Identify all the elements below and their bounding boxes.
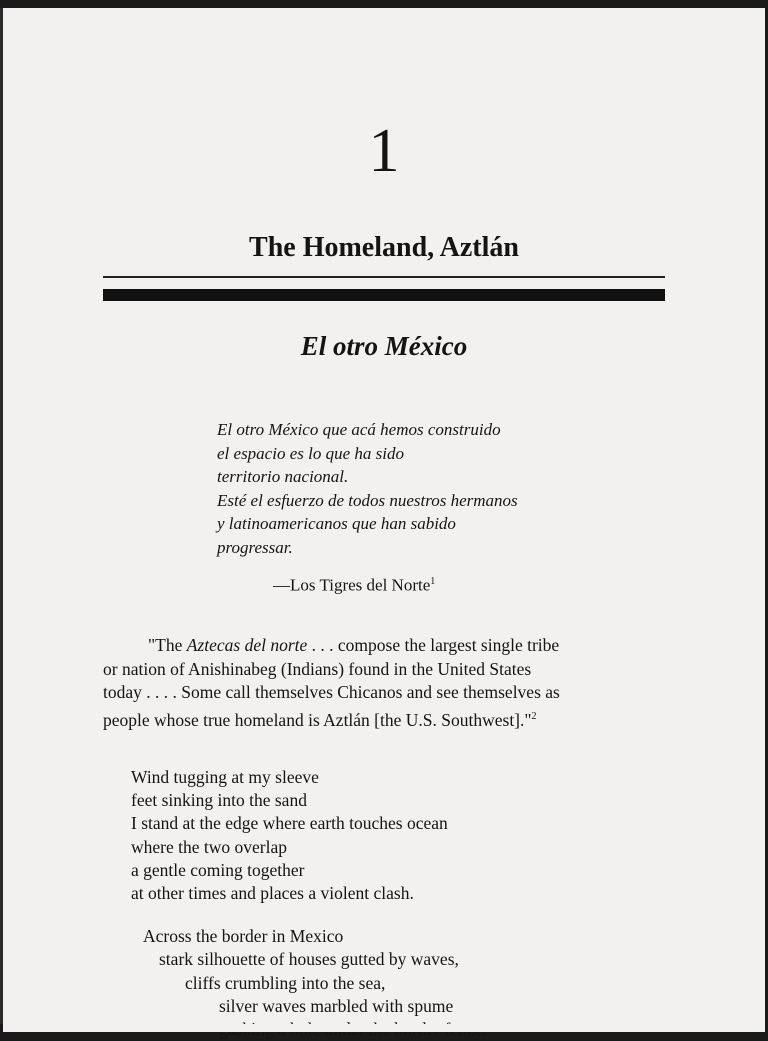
thick-divider-rule xyxy=(103,289,665,301)
poem-line: feet sinking into the sand xyxy=(131,790,307,811)
paragraph-line xyxy=(103,705,673,732)
poem-line: at other times and places a violent clash. xyxy=(131,883,414,904)
epigraph-line: progressar. xyxy=(217,537,293,557)
book-page xyxy=(0,8,765,1024)
chapter-number: 1 xyxy=(368,117,400,185)
epigraph-line: y latinoamericanos que han sabido xyxy=(217,514,456,533)
poem-line: Wind tugging at my sleeve xyxy=(131,767,319,787)
section-title: El otro México xyxy=(300,331,468,361)
poem-line: silver waves marbled with spume xyxy=(219,995,454,1016)
epigraph-line: El otro México que acá hemos construido xyxy=(217,420,501,439)
stanza-break xyxy=(131,905,691,925)
page-crop-edge xyxy=(3,1024,765,1032)
paragraph-line: today . . . . Some call themselves Chicanos and see themselves as xyxy=(103,682,560,702)
poem-line: cliffs crumbling into the sea, xyxy=(185,972,386,993)
poem-line: Across the border in Mexico xyxy=(143,926,344,947)
poem-line: where the two overlap xyxy=(131,836,287,857)
paragraph-line xyxy=(103,634,673,658)
epigraph-line: Esté el esfuerzo de todos nuestros hermanos xyxy=(217,490,518,510)
epigraph xyxy=(217,418,687,559)
quoted-paragraph xyxy=(103,634,673,732)
quote-open: "The xyxy=(148,635,187,655)
epigraph-line: el espacio es lo que ha sido xyxy=(217,443,404,463)
poem xyxy=(131,766,691,1041)
paragraph-line: or nation of Anishinabeg (Indians) found in the United States xyxy=(103,658,532,679)
poem-line: a gentle coming together xyxy=(131,859,305,880)
quote-line1-rest: . . . compose the largest single tribe xyxy=(307,635,560,655)
quote-line4: people whose true homeland is Aztlán [the U.S. Southwest]." xyxy=(103,709,532,730)
epigraph-line: territorio nacional. xyxy=(217,467,349,486)
footnote-marker: 1 xyxy=(430,576,436,587)
footnote-marker: 2 xyxy=(531,710,537,722)
epigraph-attribution xyxy=(273,570,435,598)
chapter-title: The Homeland, Aztlán xyxy=(249,232,519,263)
thin-divider-rule xyxy=(103,276,665,278)
poem-line: stark silhouette of houses gutted by waves, xyxy=(159,949,459,970)
attribution-text: —Los Tigres del Norte xyxy=(273,575,431,595)
quote-italic-term: Aztecas del norte xyxy=(186,635,308,655)
poem-line: I stand at the edge where earth touches ocean xyxy=(131,813,448,834)
